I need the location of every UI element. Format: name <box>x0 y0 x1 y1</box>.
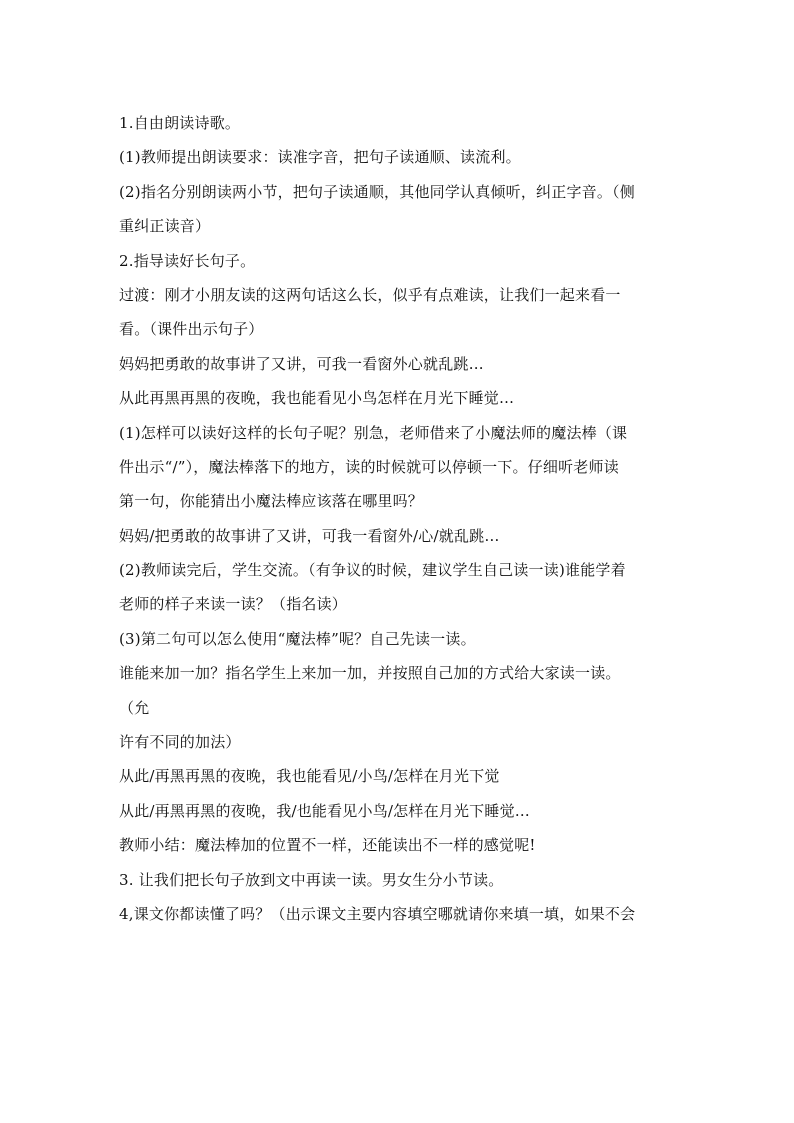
text-line: 妈妈/把勇敢的故事讲了又讲，可我一看窗外/心/就乱跳… <box>119 526 500 545</box>
text-line: 从此再黑再黑的夜晚，我也能看见小鸟怎样在月光下睡觉… <box>119 389 515 408</box>
text-line: 1.自由朗读诗歌。 <box>119 114 241 132</box>
text-line: 谁能来加一加？指名学生上来加一加，并按照自己加的方式给大家读一读。 <box>119 664 621 683</box>
text-line: 件出示“/”），魔法棒落下的地方，读的时候就可以停顿一下。仔细听老师读 <box>119 457 619 476</box>
text-line: 妈妈把勇敢的故事讲了又讲，可我一看窗外心就乱跳… <box>119 354 484 373</box>
text-line: (1)教师提出朗读要求：读准字音，把句子读通顺、读流利。 <box>119 148 521 167</box>
text-line: 看。（课件出示句子） <box>119 320 264 339</box>
text-line: 重纠正读音） <box>119 217 211 236</box>
text-block <box>119 106 679 931</box>
text-line: 老师的样子来读一读？（指名读） <box>119 595 348 614</box>
text-line: 第一句，你能猜出小魔法棒应该落在哪里吗？ <box>119 492 424 511</box>
text-line: 从此/再黑再黑的夜晚，我也能看见/小鸟/怎样在月光下觉 <box>119 767 500 786</box>
text-line: （允 <box>119 698 150 717</box>
text-line: 4,课文你都读懂了吗？（出示课文主要内容填空哪就请你来填一填，如果不会 <box>119 904 636 923</box>
text-line: (1)怎样可以读好这样的长句子呢？别急，老师借来了小魔法师的魔法棒（课 <box>119 423 628 442</box>
text-line: 2.指导读好长句子。 <box>119 251 256 270</box>
text-line: 从此/再黑再黑的夜晚，我/也能看见小鸟/怎样在月光下睡觉… <box>119 801 530 820</box>
text-line: 许有不同的加法） <box>119 733 241 752</box>
text-line: (2)指名分别朗读两小节，把句子读通顺，其他同学认真倾听，纠正字音。（侧 <box>119 182 635 201</box>
text-line: (3)第二句可以怎么使用“魔法棒”呢？自己先读一读。 <box>119 629 476 648</box>
text-line: 过渡：刚才小朋友读的这两句话这么长，似乎有点难读，让我们一起来看一 <box>119 285 621 304</box>
text-line: 教师小结：魔法棒加的位置不一样，还能读出不一样的感觉呢! <box>119 836 536 855</box>
text-line: 3. 让我们把长句子放到文中再读一读。男女生分小节读。 <box>119 870 504 889</box>
text-line: (2)教师读完后，学生交流。（有争议的时候，建议学生自己读一读)谁能学着 <box>119 561 626 580</box>
